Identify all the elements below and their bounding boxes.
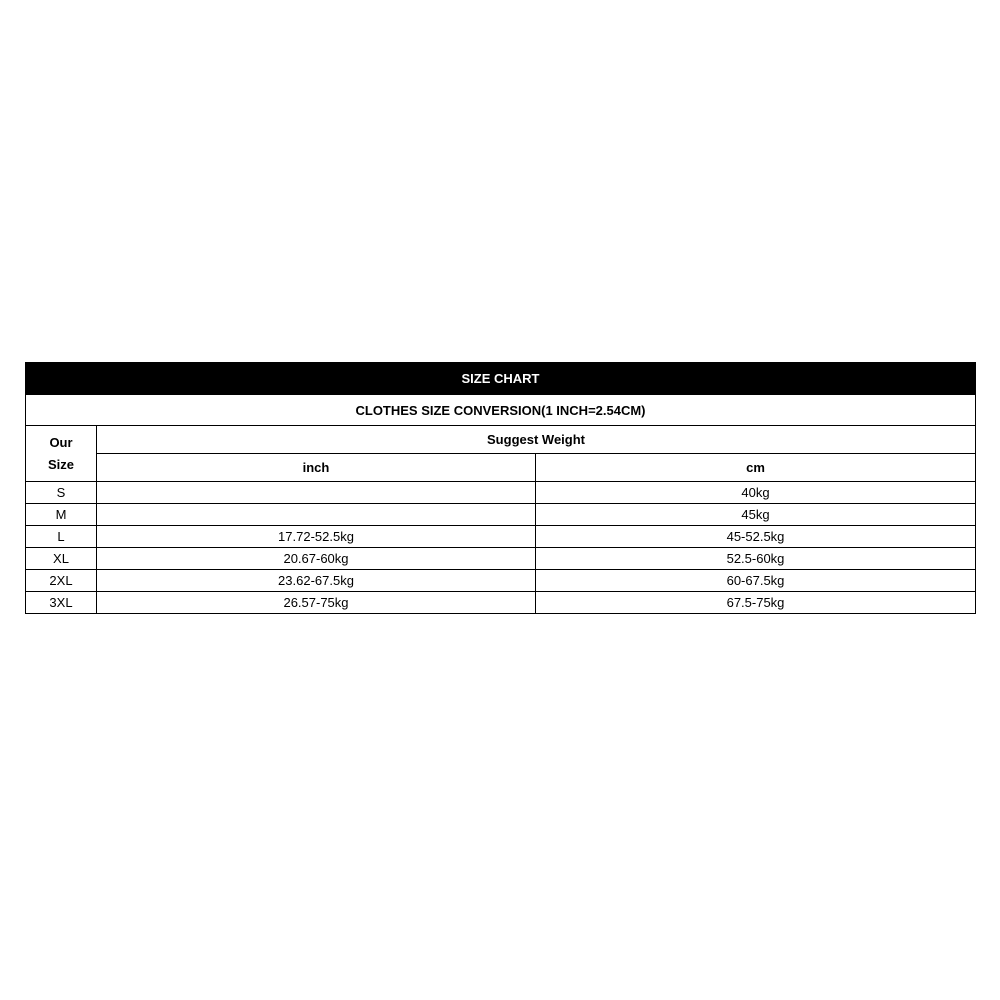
header-row-2 <box>26 454 976 482</box>
inch-column-header: inch <box>97 454 536 482</box>
inch-cell: 17.72-52.5kg <box>97 526 536 548</box>
size-chart-table <box>25 362 976 614</box>
chart-title: SIZE CHART <box>26 363 976 395</box>
our-size-header <box>26 426 97 482</box>
our-size-header-line2: Size <box>47 456 74 472</box>
inch-cell <box>97 504 536 526</box>
size-cell: M <box>26 504 97 526</box>
cm-cell: 45kg <box>536 504 976 526</box>
title-row <box>26 363 976 395</box>
subtitle-row <box>26 395 976 426</box>
cm-cell: 52.5-60kg <box>536 548 976 570</box>
inch-cell: 23.62-67.5kg <box>97 570 536 592</box>
table-row <box>26 548 976 570</box>
cm-cell: 45-52.5kg <box>536 526 976 548</box>
table-row <box>26 570 976 592</box>
size-cell: XL <box>26 548 97 570</box>
chart-subtitle: CLOTHES SIZE CONVERSION(1 INCH=2.54CM) <box>26 395 976 426</box>
cm-cell: 67.5-75kg <box>536 592 976 614</box>
cm-column-header: cm <box>536 454 976 482</box>
inch-cell: 20.67-60kg <box>97 548 536 570</box>
inch-cell <box>97 482 536 504</box>
our-size-header-line1: Our <box>49 434 73 450</box>
table-row <box>26 504 976 526</box>
size-cell: 2XL <box>26 570 97 592</box>
header-row-1 <box>26 426 976 454</box>
suggest-weight-header: Suggest Weight <box>97 426 976 454</box>
size-cell: L <box>26 526 97 548</box>
table-row <box>26 482 976 504</box>
cm-cell: 60-67.5kg <box>536 570 976 592</box>
size-cell: 3XL <box>26 592 97 614</box>
table-row <box>26 592 976 614</box>
cm-cell: 40kg <box>536 482 976 504</box>
inch-cell: 26.57-75kg <box>97 592 536 614</box>
size-cell: S <box>26 482 97 504</box>
table-row <box>26 526 976 548</box>
